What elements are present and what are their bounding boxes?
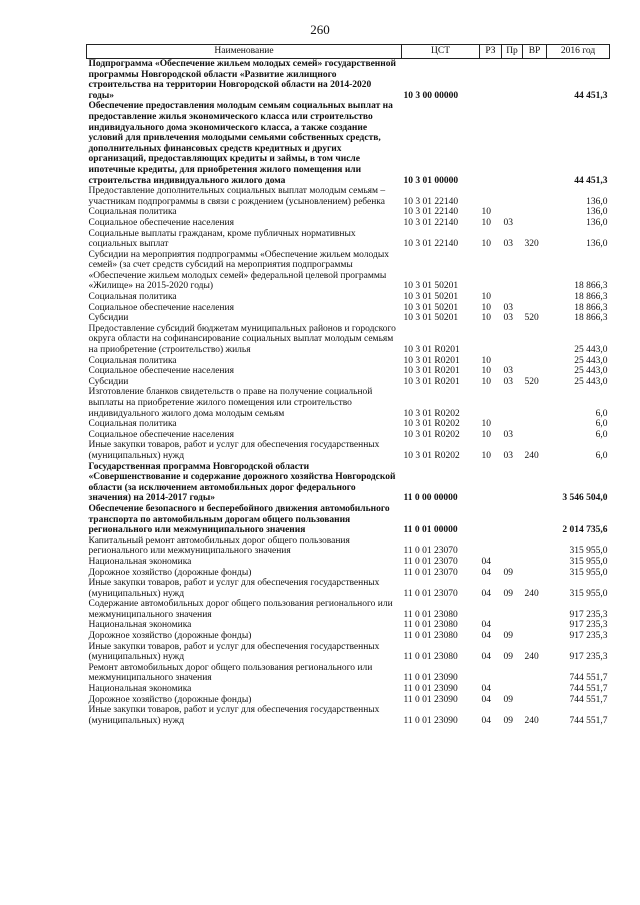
cell-rz: 04 [481,556,491,567]
cell-name: Дорожное хозяйство (дорожные фонды) [88,694,252,705]
cell-amount: 917 235,3 [569,631,608,642]
table-row [87,218,610,229]
cell-amount: 315 955,0 [569,546,608,557]
table-row [87,631,610,642]
cell-vr: 240 [524,652,539,663]
cell-vr [523,366,547,377]
cell-name: Предоставление дополнительных социальных выплат молодым семьям – участникам подпрограммы в связи с рождением (усыновлением) ребенка [88,186,386,207]
cell-vr [523,218,547,229]
cell-vr [523,430,547,441]
table-row [87,568,610,579]
cell-cst: 10 3 01 22140 [403,196,459,207]
cell-name: Предоставление субсидий бюджетам муниципальных районов и городского округа области на софинансирование социальных выплат молодым семьям на приобретение (строительство) жилья [88,323,396,356]
cell-rz [480,536,502,557]
cell-cst: 10 3 01 R0202 [403,419,460,430]
cell-amount: 44 451,3 [574,90,608,101]
cell-amount: 25 443,0 [574,366,608,377]
cell-pr: 09 [503,588,513,599]
cell-amount: 18 866,3 [574,281,608,292]
cell-vr [523,684,547,695]
cell-vr [523,101,547,186]
cell-vr: 240 [524,715,539,726]
header-cst: ЦСТ [402,45,480,59]
cell-amount: 6,0 [595,429,608,440]
cell-name: Социальная политика [88,355,177,366]
cell-name: Социальное обеспечение населения [88,302,234,313]
cell-vr [523,292,547,303]
cell-vr: 520 [524,376,539,387]
cell-vr [523,695,547,706]
cell-amount: 917 235,3 [569,620,608,631]
cell-name: Социальное обеспечение населения [88,217,234,228]
header-rz: РЗ [480,45,502,59]
table-row [87,620,610,631]
cell-rz: 10 [481,419,491,430]
table-row [87,186,610,207]
cell-cst: 11 0 01 23070 [403,546,458,557]
cell-cst: 10 3 01 22140 [403,207,459,218]
cell-vr: 240 [524,588,539,599]
cell-name: Субсидии [88,376,129,387]
table-row [87,536,610,557]
cell-amount: 25 443,0 [574,376,608,387]
cell-pr: 09 [503,652,513,663]
table-row [87,705,610,726]
cell-vr [523,568,547,579]
cell-name: Содержание автомобильных дорог общего пользования регионального или межмуниципального значения [88,599,393,620]
cell-name: Дорожное хозяйство (дорожные фонды) [88,567,252,578]
table-row [87,599,610,620]
cell-name: Капитальный ремонт автомобильных дорог общего пользования регионального или межмуниципального значения [88,535,350,557]
cell-rz [480,663,502,684]
cell-rz: 10 [481,366,491,377]
cell-cst: 10 3 01 R0201 [403,355,460,366]
cell-rz: 04 [481,567,491,578]
header-vr: ВР [523,45,547,59]
cell-cst: 11 0 01 23070 [403,567,458,578]
cell-cst: 11 0 01 23080 [403,609,458,620]
cell-vr [523,557,547,568]
cell-pr: 03 [503,366,513,377]
cell-cst: 10 3 01 R0202 [403,450,460,461]
table-row [87,462,610,504]
cell-pr: 03 [503,313,513,324]
cell-cst: 10 3 01 22140 [403,217,459,228]
cell-rz: 10 [481,217,491,228]
cell-cst: 11 0 01 23090 [403,715,458,726]
table-body [87,59,610,727]
cell-cst: 11 0 01 23090 [403,673,458,684]
table-row [87,557,610,568]
cell-amount: 744 551,7 [569,715,608,726]
table-row [87,695,610,706]
cell-cst: 10 3 01 50201 [403,281,459,292]
table-row [87,578,610,599]
table-header-row [87,45,610,59]
cell-name: Подпрограмма «Обеспечение жильем молодых семей» государственной программы Новгородской области «Развитие жилищного строительства на территории Новгородской области на 2014-2020 годы» [88,59,396,101]
cell-cst: 10 3 01 R0202 [403,429,460,440]
cell-name: Иные закупки товаров, работ и услуг для обеспечения государственных (муниципальных) нужд [88,705,380,726]
cell-rz [480,462,502,504]
cell-pr [502,356,523,367]
cell-amount: 136,0 [586,239,608,250]
cell-name: Ремонт автомобильных дорог общего пользования регионального или межмуниципального значения [88,662,373,684]
cell-amount: 136,0 [586,217,608,228]
cell-cst: 10 3 01 R0201 [403,376,460,387]
table-row [87,356,610,367]
cell-pr: 03 [503,429,513,440]
cell-name: Обеспечение безопасного и бесперебойного движения автомобильного транспорта по автомобильным дорогам общего пользования регионального или межмуниципального значения [88,503,390,536]
cell-cst: 10 3 01 22140 [403,239,459,250]
cell-vr [523,303,547,314]
cell-name: Социальная политика [88,292,177,303]
cell-amount: 917 235,3 [569,609,608,620]
cell-vr [523,207,547,218]
cell-rz: 10 [481,292,491,303]
cell-vr [523,631,547,642]
cell-rz [480,59,502,102]
cell-rz [480,504,502,536]
cell-vr [523,324,547,356]
cell-pr: 09 [503,694,513,705]
cell-pr [502,419,523,430]
cell-amount: 6,0 [595,450,608,461]
cell-rz: 10 [481,207,491,218]
cell-vr: 240 [524,450,539,461]
cell-name: Иные закупки товаров, работ и услуг для обеспечения государственных (муниципальных) нужд [88,641,380,663]
cell-rz: 10 [481,376,491,387]
cell-vr: 520 [524,313,539,324]
cell-pr [502,101,523,186]
cell-vr [523,59,547,102]
cell-cst: 10 3 00 00000 [403,90,459,101]
cell-cst: 11 0 01 23070 [403,556,458,567]
cell-amount: 18 866,3 [574,292,608,303]
cell-rz: 04 [481,631,491,642]
cell-name: Социальная политика [88,419,177,430]
cell-rz: 10 [481,429,491,440]
table-row [87,684,610,695]
cell-amount: 136,0 [586,196,608,207]
cell-amount: 315 955,0 [569,588,608,599]
cell-pr [502,207,523,218]
cell-rz [480,101,502,186]
cell-pr: 09 [503,567,513,578]
cell-name: Государственная программа Новгородской области «Совершенствование и содержание дорожного хозяйства Новгородской области (за исключением автомобильных дорог федерального значения) на 2014-2017 годы» [88,461,396,504]
cell-pr [502,620,523,631]
cell-name: Социальное обеспечение населения [88,366,234,377]
cell-amount: 315 955,0 [569,556,608,567]
cell-amount: 917 235,3 [569,652,608,663]
cell-vr [523,186,547,207]
cell-name: Национальная экономика [88,620,192,631]
cell-amount: 44 451,3 [574,175,608,186]
cell-rz: 04 [481,715,491,726]
cell-amount: 18 866,3 [574,302,608,313]
cell-name: Субсидии [88,313,129,324]
cell-vr [523,536,547,557]
table-row [87,377,610,388]
table-row [87,387,610,419]
cell-vr [523,663,547,684]
cell-name: Социальная политика [88,207,177,218]
cell-cst: 11 0 01 00000 [403,525,458,536]
cell-cst: 10 3 01 R0202 [403,408,460,419]
table-row [87,324,610,356]
cell-amount: 2 014 735,6 [562,525,608,536]
table-row [87,101,610,186]
cell-vr [523,599,547,620]
header-name: Наименование [87,45,402,59]
cell-amount: 6,0 [595,419,608,430]
cell-name: Иные закупки товаров, работ и услуг для обеспечения государственных (муниципальных) нужд [88,578,380,599]
cell-amount: 744 551,7 [569,694,608,705]
cell-cst: 10 3 01 50201 [403,302,459,313]
cell-amount: 25 443,0 [574,355,608,366]
cell-amount: 18 866,3 [574,313,608,324]
cell-amount: 136,0 [586,207,608,218]
cell-vr [523,387,547,419]
cell-vr: 320 [524,239,539,250]
cell-pr: 09 [503,631,513,642]
cell-name: Социальные выплаты гражданам, кроме публичных нормативных социальных выплат [88,228,356,250]
table-row [87,59,610,102]
cell-pr [502,599,523,620]
cell-rz: 10 [481,239,491,250]
cell-cst: 11 0 01 23090 [403,684,458,695]
cell-rz [480,250,502,292]
cell-pr [502,504,523,536]
cell-cst: 11 0 01 23080 [403,620,458,631]
cell-cst: 11 0 01 23090 [403,694,458,705]
cell-rz: 04 [481,694,491,705]
table-row [87,292,610,303]
cell-pr: 03 [503,302,513,313]
cell-rz [480,324,502,356]
cell-rz: 10 [481,450,491,461]
cell-pr [502,59,523,102]
page-number: 260 [310,22,330,37]
cell-pr: 03 [503,450,513,461]
cell-rz: 04 [481,684,491,695]
header-year: 2016 год [547,45,610,59]
cell-pr [502,663,523,684]
cell-vr [523,419,547,430]
cell-amount: 315 955,0 [569,567,608,578]
cell-pr [502,684,523,695]
cell-vr [523,356,547,367]
table-row [87,207,610,218]
cell-name: Изготовление бланков свидетельств о праве на получение социальной выплаты на приобретение жилого помещения или строительство индивидуального жилого дома молодым семьям [88,387,373,419]
cell-rz [480,599,502,620]
table-row [87,440,610,461]
cell-rz [480,186,502,207]
table-row [87,366,610,377]
table-row [87,419,610,430]
cell-amount: 744 551,7 [569,673,608,684]
cell-pr [502,186,523,207]
cell-name: Национальная экономика [88,556,192,567]
cell-pr: 03 [503,239,513,250]
cell-cst: 10 3 01 50201 [403,292,459,303]
cell-rz [480,387,502,419]
cell-vr [523,462,547,504]
cell-name: Иные закупки товаров, работ и услуг для обеспечения государственных (муниципальных) нужд [88,440,380,461]
cell-name: Обеспечение предоставления молодым семьям социальных выплат на предоставление жилья экономического класса или строительство индивидуального дома экономического класса, а также создание условий для привлечения молодыми семьями собственных средств, дополнительных финансовых средств кредитных и других организаций, предоставляющих кредиты и займы, в том числе ипотечные кредиты, для приобретения жилого помещения или строительства индивидуального жилого дома [88,101,393,186]
cell-rz: 10 [481,313,491,324]
cell-cst: 10 3 01 R0201 [403,345,460,356]
cell-name: Субсидии на мероприятия подпрограммы «Обеспечение жильем молодых семей» (за счет средств субсидий на мероприятия подпрограммы «Обеспечение жильем молодых семей» федеральной целевой программы «Жилище» на 2015-2020 годы) [88,249,389,292]
cell-cst: 11 0 01 23070 [403,588,458,599]
table-row [87,313,610,324]
cell-pr [502,536,523,557]
cell-pr [502,387,523,419]
cell-amount: 25 443,0 [574,345,608,356]
cell-name: Национальная экономика [88,684,192,695]
cell-name: Дорожное хозяйство (дорожные фонды) [88,631,252,642]
cell-pr [502,324,523,356]
table-row [87,303,610,314]
cell-rz: 10 [481,355,491,366]
cell-pr: 09 [503,715,513,726]
budget-table [86,44,610,726]
cell-name: Социальное обеспечение населения [88,429,234,440]
cell-cst: 10 3 01 00000 [403,175,459,186]
cell-rz: 04 [481,620,491,631]
cell-amount: 6,0 [595,408,608,419]
cell-rz: 04 [481,652,491,663]
cell-cst: 11 0 01 23080 [403,631,458,642]
cell-pr [502,292,523,303]
cell-vr [523,504,547,536]
cell-vr [523,620,547,631]
table-row [87,250,610,292]
cell-rz: 10 [481,302,491,313]
table-row [87,430,610,441]
cell-vr [523,250,547,292]
cell-pr [502,557,523,568]
cell-rz: 04 [481,588,491,599]
cell-pr [502,462,523,504]
header-pr: Пр [502,45,523,59]
cell-amount: 3 546 504,0 [562,493,608,504]
cell-cst: 10 3 01 50201 [403,313,459,324]
table-row [87,229,610,250]
cell-cst: 11 0 00 00000 [403,493,458,504]
table-row [87,642,610,663]
cell-cst: 10 3 01 R0201 [403,366,460,377]
cell-amount: 744 551,7 [569,684,608,695]
table-row [87,504,610,536]
cell-pr [502,250,523,292]
cell-pr: 03 [503,376,513,387]
cell-pr: 03 [503,217,513,228]
table-row [87,663,610,684]
cell-cst: 11 0 01 23080 [403,652,458,663]
